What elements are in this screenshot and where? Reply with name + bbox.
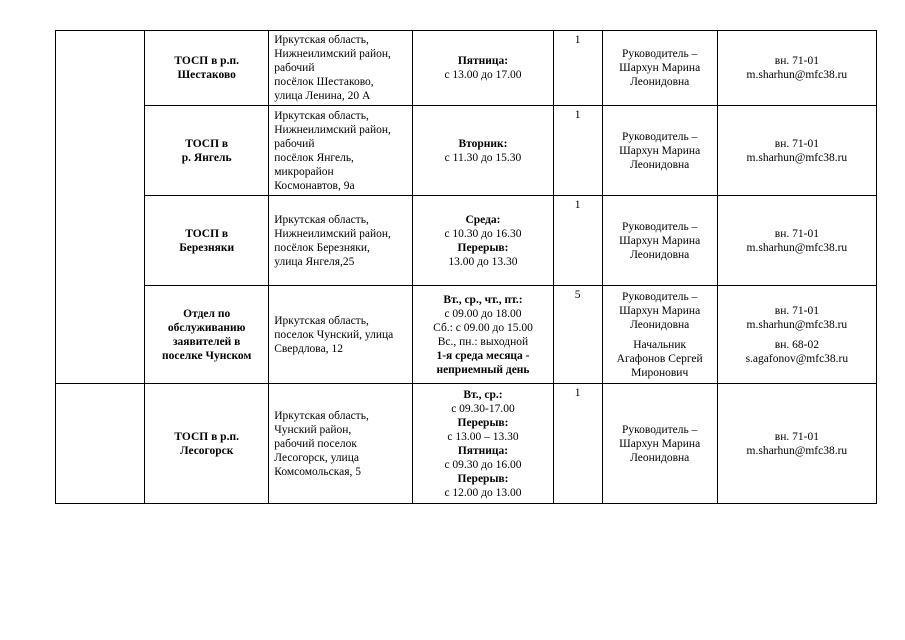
schedule-line: 1-я среда месяца - (436, 349, 530, 362)
schedule-line: Вт., ср.: (463, 388, 503, 401)
staff-count-cell (553, 384, 602, 504)
office-name-line: р. Янгель (181, 151, 232, 164)
schedule-line: с 13.00 – 13.30 (447, 430, 519, 443)
address-line: Иркутская область, (274, 109, 369, 122)
office-name-line: ТОСП в (185, 227, 229, 240)
schedule-line: неприемный день (436, 363, 530, 376)
contact-line: Шархун Марина (619, 144, 701, 157)
phone-email-line: вн. 68-02 (774, 338, 819, 351)
staff-count: 1 (574, 109, 581, 121)
schedule-line: с 10.30 до 16.30 (444, 227, 522, 240)
address-line: Иркутская область, (274, 34, 369, 46)
contact-person-cell (602, 196, 717, 286)
contact-line: Леонидовна (630, 318, 690, 331)
contact-line: Леонидовна (630, 451, 690, 464)
office-name-cell (145, 286, 269, 384)
office-name-line: ТОСП в р.п. (174, 55, 239, 67)
address-cell (269, 196, 413, 286)
office-name-line: заявителей в (172, 335, 241, 348)
contact-line: Руководитель – (621, 423, 698, 436)
address-line: Иркутская область, (274, 213, 369, 226)
address-line: Лесогорск, улица (274, 451, 359, 464)
group-cell (56, 31, 145, 384)
schedule-line: Вс., пн.: выходной (437, 335, 529, 348)
schedule-line: Сб.: с 09.00 до 15.00 (433, 321, 533, 334)
office-name-line: Шестаково (177, 69, 236, 81)
phone-email-line: m.sharhun@mfc38.ru (746, 318, 848, 331)
staff-count-cell (553, 286, 602, 384)
address-line: посёлок Шестаково, (274, 76, 374, 88)
staff-count-cell (553, 31, 602, 106)
schedule-cell (413, 384, 553, 504)
schedule-line: Пятница: (457, 444, 509, 457)
address-cell (269, 106, 413, 196)
phone-email-line: m.sharhun@mfc38.ru (746, 444, 848, 457)
contact-line: Шархун Марина (619, 234, 701, 247)
contact-person-cell (602, 286, 717, 384)
address-line: посёлок Березняки, (274, 241, 370, 254)
address-line: Иркутская область, (274, 314, 369, 327)
address-line: Космонавтов, 9а (274, 179, 355, 192)
phone-email-line: s.agafonov@mfc38.ru (745, 352, 849, 365)
phone-email-line: вн. 71-01 (774, 304, 819, 317)
schedule-cell (413, 106, 553, 196)
schedule-line: Пятница: (457, 55, 509, 67)
address-line: Нижнеилимский район, (274, 48, 391, 60)
office-name-line: поселке Чунском (162, 349, 252, 362)
phone-email-line: вн. 71-01 (774, 55, 819, 67)
schedule-line: Среда: (465, 213, 501, 226)
schedule-cell (413, 286, 553, 384)
contact-line: Миронович (631, 366, 689, 379)
phone-email-line: m.sharhun@mfc38.ru (746, 69, 848, 81)
contact-line: Леонидовна (630, 158, 690, 171)
contact-line: Шархун Марина (619, 304, 701, 317)
contact-line: Леонидовна (630, 248, 690, 261)
contact-line: Руководитель – (621, 290, 698, 303)
staff-count: 1 (574, 34, 581, 46)
contact-person-cell (602, 384, 717, 504)
schedule-line: с 11.30 до 15.30 (444, 151, 522, 164)
schedule-line: с 09.30 до 16.00 (444, 458, 522, 471)
schedule-line: 13.00 до 13.30 (448, 255, 518, 268)
contact-person-cell (602, 106, 717, 196)
address-line: Нижнеилимский район, (274, 123, 391, 136)
office-name-line: Лесогорск (179, 444, 234, 457)
schedule-line: с 09.00 до 18.00 (444, 307, 522, 320)
contact-line: Шархун Марина (619, 62, 701, 74)
phone-email-line: вн. 71-01 (774, 430, 819, 443)
contact-line: Начальник (633, 338, 687, 351)
schedule-line: Перерыв: (457, 472, 509, 485)
contact-line: Шархун Марина (619, 437, 701, 450)
office-name-line: ТОСП в (185, 137, 229, 150)
table-row (56, 286, 877, 384)
schedule-cell (413, 31, 553, 106)
phone-email-line: m.sharhun@mfc38.ru (746, 151, 848, 164)
address-line: улица Янгеля,25 (274, 255, 355, 268)
staff-count: 1 (574, 387, 581, 399)
address-cell (269, 31, 413, 106)
address-line: рабочий поселок (274, 437, 357, 450)
address-line: Иркутская область, (274, 409, 369, 422)
contact-person-cell (602, 31, 717, 106)
table-row (56, 196, 877, 286)
schedule-line: с 12.00 до 13.00 (444, 486, 522, 499)
phone-email-cell (717, 384, 876, 504)
schedule-line: Вт., ср., чт., пт.: (443, 293, 523, 306)
table-row (56, 106, 877, 196)
contact-line: Руководитель – (621, 130, 698, 143)
contact-line: Руководитель – (621, 48, 698, 60)
schedule-line: с 13.00 до 17.00 (444, 69, 522, 81)
table-row (56, 31, 877, 106)
phone-email-cell (717, 286, 876, 384)
contact-line: Леонидовна (630, 76, 690, 88)
office-name-line: ТОСП в р.п. (174, 430, 239, 443)
phone-email-line: вн. 71-01 (774, 137, 819, 150)
office-name-cell (145, 384, 269, 504)
contact-line: Агафонов Сергей (616, 352, 703, 365)
address-line: Свердлова, 12 (274, 342, 343, 355)
phone-email-line: m.sharhun@mfc38.ru (746, 241, 848, 254)
group-cell (56, 384, 145, 504)
schedule-line: Перерыв: (457, 416, 509, 429)
phone-email-cell (717, 31, 876, 106)
address-line: рабочий (274, 62, 315, 74)
address-line: микрорайон (274, 165, 334, 178)
schedule-line: Перерыв: (457, 241, 509, 254)
address-line: поселок Чунский, улица (274, 328, 394, 341)
phone-email-cell (717, 196, 876, 286)
staff-count-cell (553, 106, 602, 196)
schedule-cell (413, 196, 553, 286)
address-line: Комсомольская, 5 (274, 465, 362, 478)
address-line: посёлок Янгель, (274, 151, 354, 164)
office-name-line: обслуживанию (167, 321, 246, 334)
address-line: улица Ленина, 20 А (274, 90, 371, 102)
office-name-cell (145, 31, 269, 106)
office-name-cell (145, 196, 269, 286)
phone-email-cell (717, 106, 876, 196)
office-name-line: Березняки (179, 241, 235, 254)
offices-table (55, 30, 877, 504)
contact-line: Руководитель – (621, 220, 698, 233)
address-cell (269, 384, 413, 504)
table-row (56, 384, 877, 504)
office-name-cell (145, 106, 269, 196)
schedule-line: с 09.30-17.00 (451, 402, 515, 415)
staff-count: 1 (574, 199, 581, 211)
staff-count-cell (553, 196, 602, 286)
address-line: рабочий (274, 137, 315, 150)
address-cell (269, 286, 413, 384)
office-name-line: Отдел по (183, 307, 231, 320)
offices-table-body (56, 31, 877, 504)
staff-count: 5 (574, 289, 581, 301)
address-line: Чунский район, (274, 423, 352, 436)
address-line: Нижнеилимский район, (274, 227, 391, 240)
phone-email-line: вн. 71-01 (774, 227, 819, 240)
schedule-line: Вторник: (458, 137, 508, 150)
